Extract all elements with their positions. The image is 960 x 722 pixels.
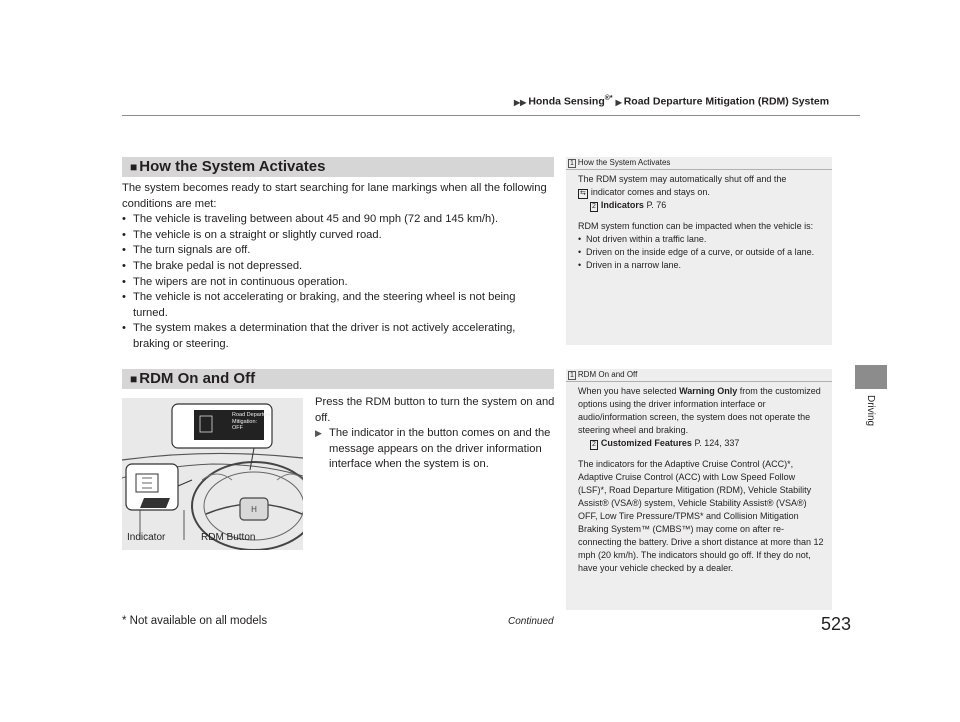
cross-reference[interactable] (578, 437, 824, 450)
note-icon: 1 (570, 160, 574, 167)
section-header-activates (122, 157, 554, 177)
list-item: • Not driven within a traffic lane. (578, 233, 824, 246)
sidebar-note-rdm-onoff (566, 369, 832, 610)
section-title: RDM On and Off (139, 370, 256, 387)
rdm-instructions (315, 395, 555, 473)
note-text: RDM system function can be impacted when the vehicle is: (578, 221, 814, 231)
breadcrumb-arrow-icon: ▶ (615, 97, 622, 107)
list-item: • Driven in a narrow lane. (578, 259, 824, 272)
note-text: The indicators for the Adaptive Cruise Control (ACC)*, Adaptive Cruise Control (ACC) with Low Speed Follow (LSF)*, Road Departure Mitigation (RDM), Vehicle Stability Assist® (VSA®) system, Vehicle Stability Assist® (VSA®) OFF, Low Tire Pressure/TPMS* and Collision Mitigation Braking System™ (CMBS™) may come on after re-connecting the battery. Drive a short distance at more than 12 mph (20 km/h). The indicators should go off. If they do not, have your vehicle checked by a dealer. (578, 459, 824, 573)
continued-label: Continued (508, 616, 554, 627)
lane-indicator-icon: ⇆ (580, 190, 586, 197)
note-list (578, 233, 824, 272)
list-item: • The vehicle is on a straight or slightly curved road. (122, 228, 547, 244)
section-header-rdm-onoff (122, 369, 554, 389)
square-bullet-icon: ■ (130, 160, 138, 174)
breadcrumb-arrow-icon: ▶▶ (514, 97, 527, 107)
list-item: • Driven on the inside edge of a curve, or outside of a lane. (578, 246, 824, 259)
cross-reference[interactable] (578, 199, 824, 212)
list-item: • The vehicle is traveling between about 45 and 90 mph (72 and 145 km/h). (122, 212, 547, 228)
chapter-label (854, 395, 888, 455)
cross-reference-arrow-icon: 2 (592, 203, 596, 210)
note-title: RDM On and Off (577, 370, 638, 379)
xref-label: Customized Features (600, 438, 692, 448)
dashboard-drawing (122, 398, 303, 550)
svg-text:H: H (251, 505, 257, 514)
list-item: • The system makes a determination that the driver is not actively accelerating, braking or steering. (122, 321, 547, 352)
section-body-activates (122, 181, 547, 353)
condition-list (122, 212, 547, 352)
intro-paragraph: The system becomes ready to start searching for lane markings when all the following conditions are met: (122, 182, 547, 210)
label-rdm-button: RDM Button (201, 532, 256, 543)
note-icon: 1 (570, 372, 574, 379)
screen-line: Mitigation: (232, 418, 258, 425)
instruction-text: Press the RDM button to turn the system on and off. (315, 396, 555, 424)
note-text: When you have selected Warning Only from the customized options using the driver information interface or audio/information screen, the system does not operate the steering wheel and braking. (578, 386, 821, 435)
breadcrumb-item-honda-sensing[interactable]: Honda Sensing (528, 95, 605, 108)
note-header (566, 369, 832, 382)
footnote: * Not available on all models (122, 615, 268, 627)
note-header (566, 157, 832, 170)
breadcrumb-item-rdm[interactable]: Road Departure Mitigation (RDM) System (623, 95, 830, 108)
breadcrumb-sup: ®* (604, 95, 613, 102)
xref-page: P. 124, 337 (694, 438, 740, 448)
xref-label: Indicators (600, 200, 644, 210)
note-text: indicator comes and stays on. (590, 187, 710, 197)
cross-reference-arrow-icon: 2 (592, 441, 596, 448)
breadcrumb (514, 95, 829, 108)
screen-line: Road Departure (232, 412, 272, 418)
screen-message (232, 412, 271, 432)
note-text: The RDM system may automatically shut off and the (578, 174, 787, 184)
list-item: • The vehicle is not accelerating or braking, and the steering wheel is not being turned. (122, 290, 547, 321)
square-bullet-icon: ■ (130, 372, 138, 386)
header-divider (122, 115, 860, 116)
list-item: • The turn signals are off. (122, 243, 547, 259)
label-indicator: Indicator (127, 532, 166, 543)
sidebar-note-activates (566, 157, 832, 345)
chapter-label-text: Driving (865, 395, 876, 427)
chapter-tab (855, 365, 887, 389)
list-item: • The brake pedal is not depressed. (122, 259, 547, 275)
section-title: How the System Activates (139, 158, 326, 175)
page-number: 523 (821, 614, 852, 634)
screen-line: OFF (232, 425, 243, 431)
instruction-result: ▶ The indicator in the button comes on and the message appears on the driver information interface when the system is on. (315, 426, 555, 473)
list-item: • The wipers are not in continuous operation. (122, 275, 547, 291)
dashboard-illustration (122, 398, 303, 550)
xref-page: P. 76 (646, 200, 667, 210)
note-title: How the System Activates (577, 158, 671, 167)
